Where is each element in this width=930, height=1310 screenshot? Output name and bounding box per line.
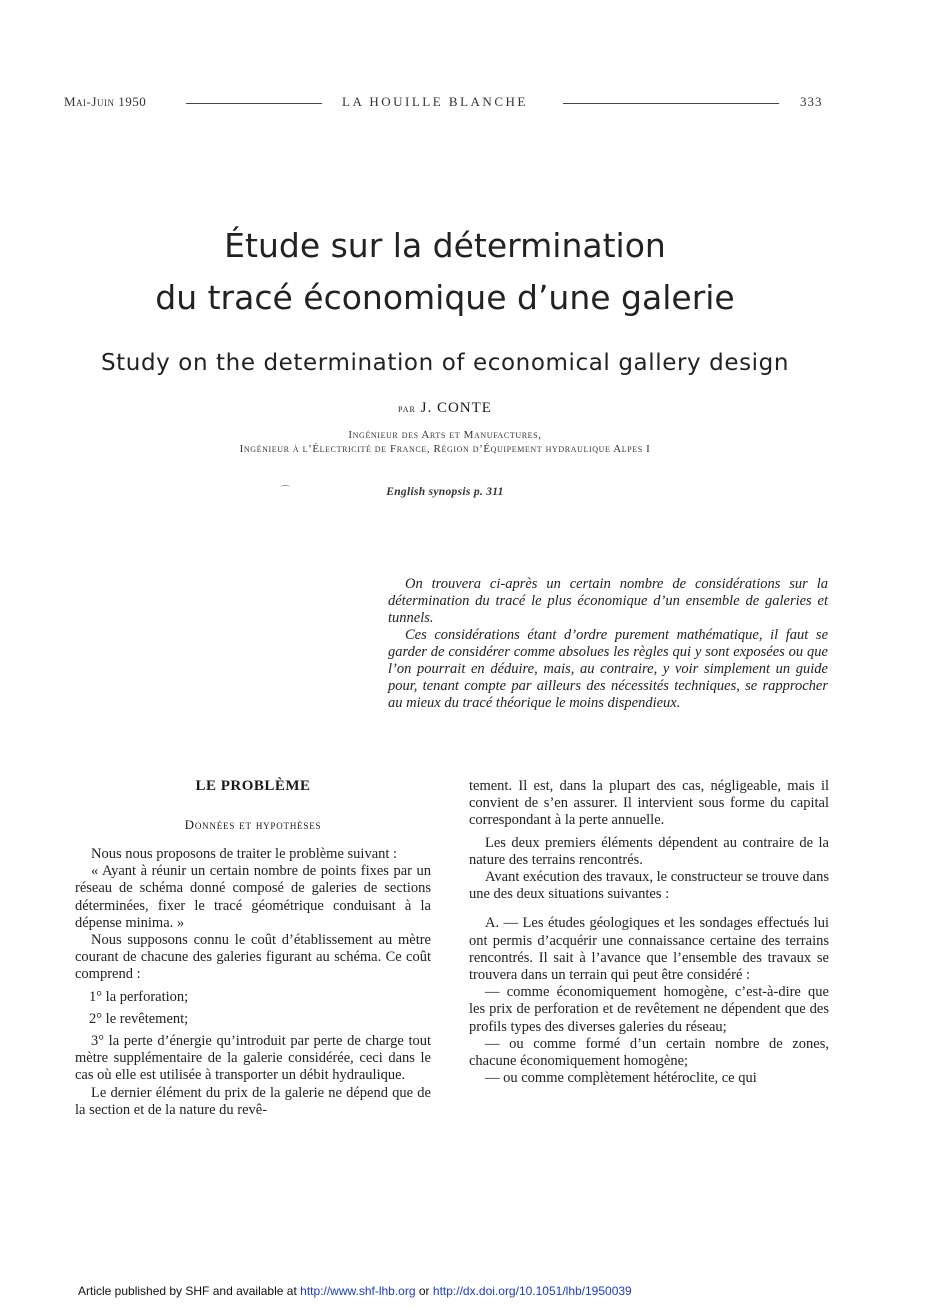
- right-paragraph-4: A. — Les études géologiques et les sondages effectués lui ont permis d’acquérir une connaissance certaine des terrains rencontrés. Il sait à l’avance que l’ensemble des travaux se trouvera dans un terrain qui peut être considéré :: [469, 915, 829, 984]
- left-column: [75, 846, 431, 1119]
- section-heading: LE PROBLÈME: [195, 778, 311, 794]
- header-rule-right: [563, 103, 779, 104]
- article-subtitle-english: Study on the determination of economical gallery design: [100, 350, 790, 376]
- left-paragraph-3: Nous supposons connu le coût d’établissement au mètre courant de chacune des galeries figurant au schéma. Ce coût comprend :: [75, 932, 431, 983]
- right-paragraph-3: Avant exécution des travaux, le constructeur se trouve dans une des deux situations suivantes :: [469, 869, 829, 903]
- footer-text-1: Article published by SHF and available at: [78, 1284, 297, 1298]
- footer-link-doi[interactable]: http://dx.doi.org/10.1051/lhb/1950039: [432, 1284, 632, 1298]
- author-affiliation-1: Ingénieur des Arts et Manufactures,: [348, 429, 542, 441]
- right-paragraph-7: — ou comme complètement hétéroclite, ce qui: [485, 1070, 757, 1087]
- running-header-date: Mai-Juin 1950: [64, 94, 147, 109]
- right-paragraph-1: tement. Il est, dans la plupart des cas, négligeable, mais il convient de s’en assurer. Il intervient sous forme du capital correspondant à la perte annuelle.: [469, 778, 829, 829]
- left-paragraph-4: Le dernier élément du prix de la galerie ne dépend que de la section et de la nature du revê-: [75, 1084, 431, 1118]
- stray-mark: ⌒: [280, 486, 290, 497]
- footer-link-shf[interactable]: http://www.shf-lhb.org: [300, 1284, 416, 1298]
- left-paragraph-1: Nous nous proposons de traiter le problème suivant :: [91, 846, 398, 862]
- list-item-1: 1° la perforation;: [89, 988, 189, 1005]
- abstract-paragraph-2: Ces considérations étant d’ordre purement mathématique, il faut se garder de considérer comme absolues les règles qui y sont exposées ou que l’on pourrait en déduire, mais, au contraire, y voir simplement un guide pour, tenant compte par ailleurs des nécessités techniques, se rapprocher au mieux du tracé théorique le moins dispendieux.: [388, 627, 828, 711]
- author-prefix: par: [398, 403, 416, 415]
- english-synopsis-reference: English synopsis p. 311: [386, 486, 504, 498]
- list-item-3: 3° la perte d’énergie qu’introduit par perte de charge tout mètre supplémentaire de la galerie considérée, ceci dans le cas où elle est utilisée à transporter un débit hydraulique.: [75, 1033, 431, 1084]
- right-column: [469, 778, 829, 1087]
- header-rule-left: [186, 103, 322, 104]
- list-item-2: 2° le revêtement;: [89, 1010, 189, 1027]
- right-paragraph-2: Les deux premiers éléments dépendent au contraire de la nature des terrains rencontrés.: [469, 834, 829, 868]
- left-paragraph-2: « Ayant à réunir un certain nombre de points fixes par un réseau de schéma donné composé de galeries de sections déterminées, fixer le tracé géométrique conduisant à la dépense minima. »: [75, 863, 431, 931]
- abstract-paragraph-1: On trouvera ci-après un certain nombre de considérations sur la détermination du tracé le plus économique d’un ensemble de galeries et tunnels.: [388, 576, 828, 626]
- author-line: [0, 400, 890, 417]
- author-name: J. CONTE: [420, 400, 492, 416]
- section-subheading: Données et hypothèses: [184, 817, 322, 832]
- running-header-journal: LA HOUILLE BLANCHE: [342, 94, 528, 109]
- right-paragraph-5: — comme économiquement homogène, c’est-à-dire que les prix de perforation et de revêtement ne dépendent que des profils types des diverses galeries du réseau;: [469, 984, 829, 1035]
- author-affiliation-2: Ingénieur à l’Électricité de France, Région d’Équipement hydraulique Alpes I: [239, 443, 651, 455]
- article-title-line1: Étude sur la détermination: [224, 226, 666, 265]
- publication-footer: [78, 1284, 632, 1298]
- right-paragraph-6: — ou comme formé d’un certain nombre de zones, chacune économiquement homogène;: [469, 1035, 829, 1070]
- footer-text-2: or: [418, 1284, 430, 1298]
- article-title-line2: du tracé économique d’une galerie: [155, 278, 735, 317]
- page-number: 333: [800, 94, 823, 109]
- abstract: [388, 576, 828, 712]
